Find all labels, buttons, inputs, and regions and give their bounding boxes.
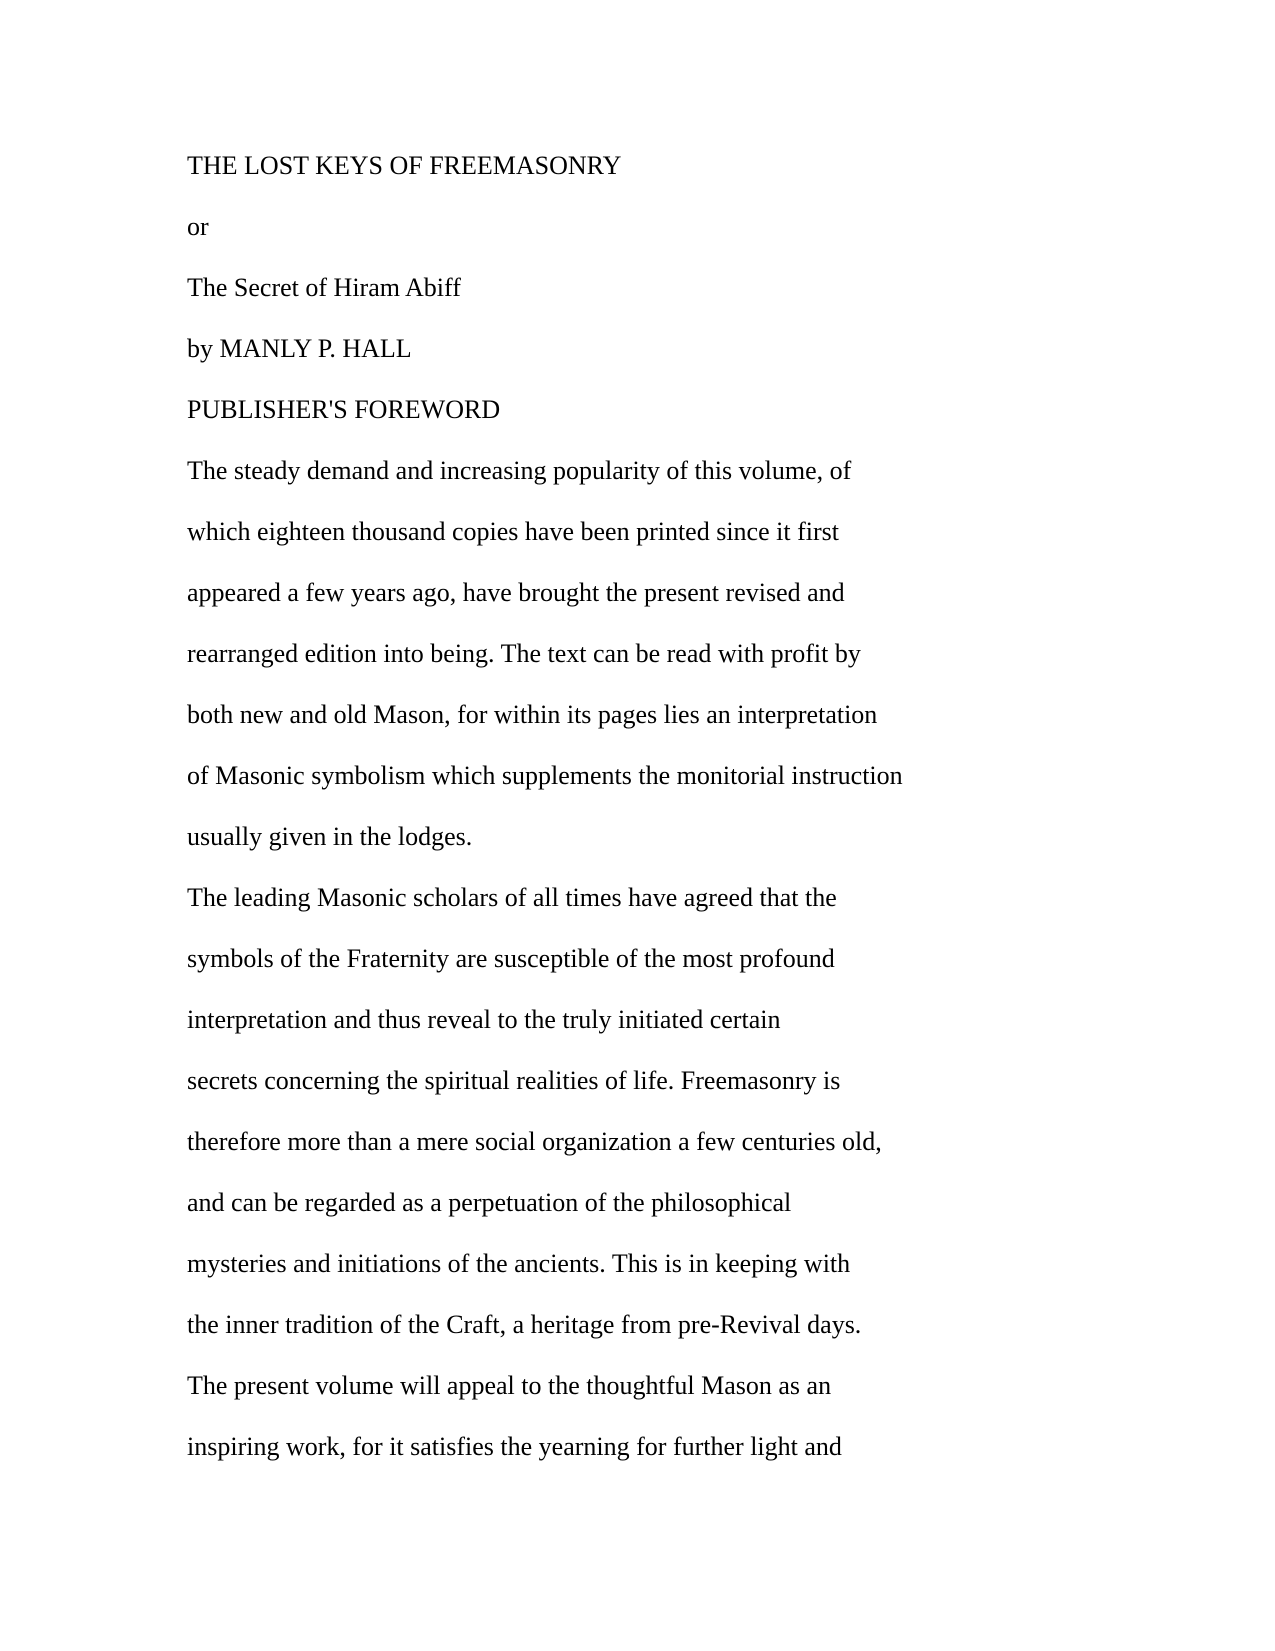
book-subtitle: The Secret of Hiram Abiff bbox=[187, 273, 461, 302]
body-line: the inner tradition of the Craft, a heritage from pre-Revival days. bbox=[187, 1310, 862, 1339]
body-line: and can be regarded as a perpetuation of the philosophical bbox=[187, 1188, 792, 1217]
body-line: The leading Masonic scholars of all times have agreed that the bbox=[187, 883, 837, 912]
body-line: therefore more than a mere social organization a few centuries old, bbox=[187, 1127, 882, 1156]
body-line: The present volume will appeal to the thoughtful Mason as an bbox=[187, 1371, 832, 1400]
body-line: rearranged edition into being. The text can be read with profit by bbox=[187, 639, 861, 668]
body-line: secrets concerning the spiritual realities of life. Freemasonry is bbox=[187, 1066, 841, 1095]
book-title: THE LOST KEYS OF FREEMASONRY bbox=[187, 151, 622, 180]
body-line: The steady demand and increasing popularity of this volume, of bbox=[187, 456, 852, 485]
body-line: mysteries and initiations of the ancients. This is in keeping with bbox=[187, 1249, 851, 1278]
body-line: interpretation and thus reveal to the truly initiated certain bbox=[187, 1005, 781, 1034]
body-line: of Masonic symbolism which supplements the monitorial instruction bbox=[187, 761, 903, 790]
body-line: symbols of the Fraternity are susceptible of the most profound bbox=[187, 944, 835, 973]
body-line: which eighteen thousand copies have been printed since it first bbox=[187, 517, 839, 546]
author-byline: by MANLY P. HALL bbox=[187, 334, 412, 363]
title-conjunction: or bbox=[187, 212, 209, 241]
body-line: appeared a few years ago, have brought the present revised and bbox=[187, 578, 845, 607]
body-line: inspiring work, for it satisfies the yearning for further light and bbox=[187, 1432, 842, 1461]
body-line: both new and old Mason, for within its pages lies an interpretation bbox=[187, 700, 878, 729]
section-heading: PUBLISHER'S FOREWORD bbox=[187, 395, 501, 424]
body-line: usually given in the lodges. bbox=[187, 822, 473, 851]
